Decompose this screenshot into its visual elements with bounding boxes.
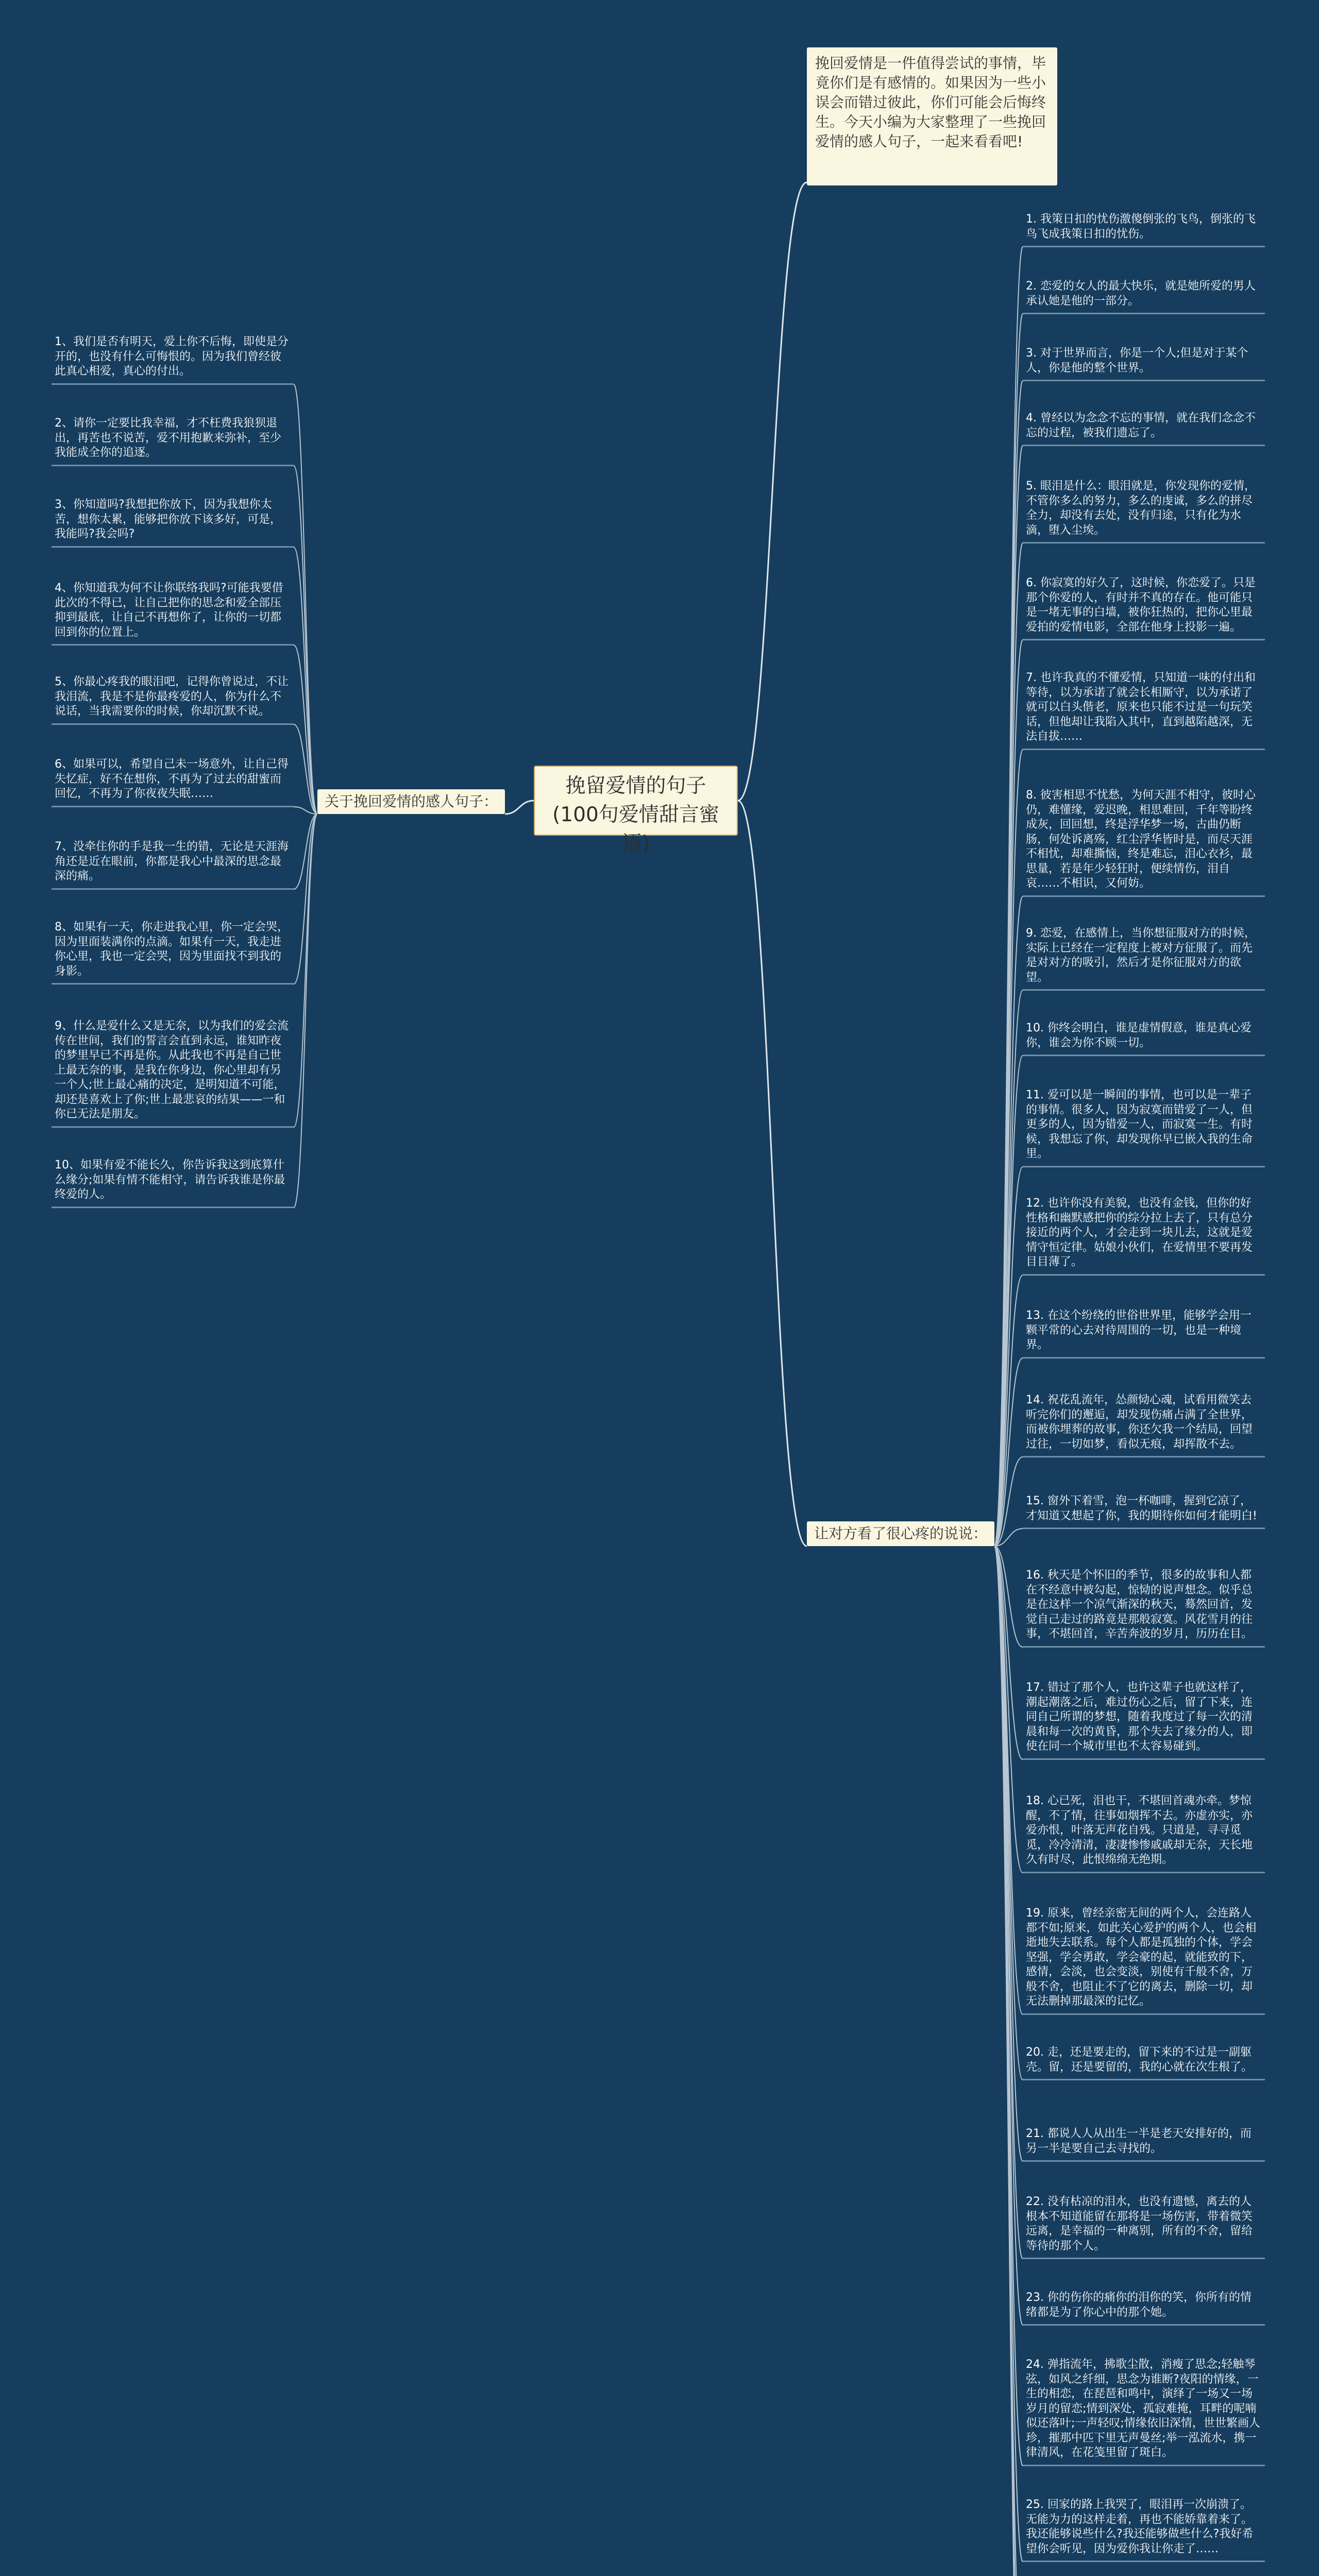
right-leaf-item[interactable]: 22. 没有枯凉的泪水，也没有遗憾，离去的人根本不知道能留在那将是一场伤害，带着微笑远离，是幸福的一种离别，所有的不舍，留给等待的那个人。 xyxy=(1023,2195,1265,2259)
connector-line xyxy=(505,801,534,814)
connector-line xyxy=(294,384,317,814)
connector-line xyxy=(738,801,807,1546)
left-leaf-item[interactable]: 7、没牵住你的手是我一生的错，无论是天涯海角还是近在眼前，你都是我心中最深的思念最深的痛。 xyxy=(52,840,294,890)
connector-line xyxy=(294,466,317,814)
left-leaf-item[interactable]: 9、什么是爱什么又是无奈，以为我们的爱会流传在世间，我们的誓言会直到永远，谁知昨夜的梦里早已不再是你。从此我也不再是自己世上最无奈的事，是我在你身边，你心里却有另一个人;世上最心痛的决定，是明知道不可能，却还是喜欢上了你;世上最悲哀的结果——一和你已无法是朋友。 xyxy=(52,1019,294,1128)
branch-heartache-posts[interactable]: 让对方看了很心疼的说说： xyxy=(807,1521,994,1546)
connector-line xyxy=(294,814,317,1127)
right-leaf-item[interactable]: 15. 窗外下着雪，泡一杯咖啡，握到它凉了，才知道又想起了你，我的期待你如何才能明白! xyxy=(1023,1494,1265,1529)
right-leaf-item[interactable]: 17. 错过了那个人，也许这辈子也就这样了，潮起潮落之后，难过伤心之后，留了下来，连同自己所谓的梦想，随着我度过了每一次的清晨和每一次的黄昏，那个失去了缘分的人，即使在同一个城市里也不太容易碰到。 xyxy=(1023,1681,1265,1760)
right-leaf-item[interactable]: 2. 恋爱的女人的最大快乐，就是她所爱的男人承认她是他的一部分。 xyxy=(1023,279,1265,314)
connector-line xyxy=(738,182,807,801)
right-leaf-item[interactable]: 4. 曾经以为念念不忘的事情，就在我们念念不忘的过程，被我们遗忘了。 xyxy=(1023,411,1265,446)
right-leaf-item[interactable]: 20. 走，还是要走的，留下来的不过是一副躯壳。留，还是要留的，我的心就在次生根了。 xyxy=(1023,2045,1265,2080)
right-leaf-item[interactable]: 1. 我策日扣的忧伤激傻倒张的飞鸟，倒张的飞鸟飞成我策日扣的忧伤。 xyxy=(1023,212,1265,247)
right-leaf-item[interactable]: 14. 祝花乱流年，怂颜恸心魂，试看用微笑去听完你们的邂逅，却发现伤痛占满了全世界，而被你埋葬的故事，你还欠我一个结局，回望过往，一切如梦，看似无痕，却挥散不去。 xyxy=(1023,1393,1265,1458)
left-leaf-item[interactable]: 8、如果有一天，你走进我心里，你一定会哭，因为里面装满你的点滴。如果有一天，我走进你心里，我也一定会哭，因为里面找不到我的身影。 xyxy=(52,920,294,985)
right-leaf-item[interactable]: 21. 都说人人从出生一半是老天安排好的，而另一半是要自己去寻找的。 xyxy=(1023,2127,1265,2162)
right-leaf-item[interactable]: 18. 心已死，泪也干，不堪回首魂亦牵。梦惊醒，不了情，往事如烟挥不去。亦虚亦实，亦爱亦恨，叶落无声花自残。只道是，寻寻觅觅，冷冷清清，凄凄惨惨戚戚却无奈，天长地久有时尽，此恨绵绵无绝期。 xyxy=(1023,1794,1265,1873)
left-leaf-item[interactable]: 1、我们是否有明天，爱上你不后悔，即使是分开的，也没有什么可悔恨的。因为我们曾经彼此真心相爱，真心的付出。 xyxy=(52,335,294,385)
connector-line xyxy=(994,446,1023,1546)
right-leaf-item[interactable]: 7. 也许我真的不懂爱情，只知道一味的付出和等待，以为承诺了就会长相厮守，以为承诺了就可以白头偕老，原来也只能不过是一句玩笑话，但他却让我陷入其中，直到越陷越深，无法自拔…… xyxy=(1023,671,1265,750)
right-leaf-item[interactable]: 24. 弹指流年，拂歌尘散，消瘦了思念;轻触琴弦，如风之纤细，思念为谁断?夜阳的情缘，一生的相恋，在琵琶和鸣中，演绎了一场又一场岁月的留恋;情到深处，孤寂难掩，耳畔的呢喃似还落叶;一声轻叹;情缘依旧深情，世世繁画人珍，摧那中匹下里无声曼丝;举一泓流水，携一律清风，在花笺里留了斑白。 xyxy=(1023,2358,1265,2466)
right-leaf-item[interactable]: 12. 也许你没有美貌，也没有金钱，但你的好性格和幽默感把你的综分拉上去了，只有总分接近的两个人，才会走到一块儿去，这就是爱情守恒定律。姑娘小伙们，在爱情里不要再发目目薄了。 xyxy=(1023,1196,1265,1276)
right-leaf-item[interactable]: 23. 你的伤你的痛你的泪你的笑，你所有的情绪都是为了你心中的那个她。 xyxy=(1023,2291,1265,2326)
connector-line xyxy=(994,1546,1023,2466)
right-leaf-item[interactable]: 5. 眼泪是什么：眼泪就是，你发现你的爱情，不管你多么的努力，多么的虔诚，多么的拼尽全力，却没有去处，没有归途，只有化为水滴，堕入尘埃。 xyxy=(1023,479,1265,544)
right-leaf-item[interactable]: 3. 对于世界而言，你是一个人;但是对于某个人，你是他的整个世界。 xyxy=(1023,346,1265,381)
right-leaf-item[interactable]: 8. 彼害相思不忧愁，为何天涯不相守，彼时心仍，难懂缘，爱迟晚，相思难回，千年等盼终成灰，回回想，终是浮华梦一场，古曲仍断肠，何处诉离殇，红尘浮华皆时是，而尽天涯不相忧，却难撕恼，终是难忘，泪心衣衫，最思量，若是年少轻狂时，便续情伤，泪自哀……不相识，又何妨。 xyxy=(1023,788,1265,897)
right-leaf-item[interactable]: 9. 恋爱，在感情上，当你想征服对方的时候，实际上已经在一定程度上被对方征服了。而先是对对方的吸引，然后才是你征服对方的欲望。 xyxy=(1023,926,1265,991)
left-leaf-item[interactable]: 2、请你一定要比我幸福，才不枉费我狼狈退出，再苦也不说苦，爱不用抱歉来弥补，至少我能成全你的追逐。 xyxy=(52,416,294,466)
left-leaf-item[interactable]: 10、如果有爱不能长久，你告诉我这到底算什么缘分;如果有情不能相守，请告诉我谁是你最终爱的人。 xyxy=(52,1158,294,1208)
left-leaf-item[interactable]: 3、你知道吗?我想把你放下，因为我想你太苦，想你太累，能够把你放下该多好，可是，我能吗?我会吗? xyxy=(52,498,294,548)
right-leaf-item[interactable]: 6. 你寂寞的好久了，这时候，你恋爱了。只是那个你爱的人，有时并不真的存在。他可能只是一堵无事的白墙，被你狂热的，把你心里最爱拍的爱情电影，全部在他身上投影一遍。 xyxy=(1023,576,1265,640)
right-leaf-item[interactable]: 11. 爱可以是一瞬间的事情，也可以是一辈子的事情。很多人，因为寂寞而错爱了一人，但更多的人，因为错爱一人，而寂寞一生。有时候，我想忘了你，却发现你早已嵌入我的生命里。 xyxy=(1023,1088,1265,1167)
left-leaf-item[interactable]: 6、如果可以，希望自己未一场意外，让自己得失忆症，好不在想你，不再为了过去的甜蜜而回忆，不再为了你夜夜失眠…… xyxy=(52,757,294,807)
connector-line xyxy=(294,814,317,1208)
left-leaf-item[interactable]: 5、你最心疼我的眼泪吧，记得你曾说过，不让我泪流，我是不是你最疼爱的人，你为什么不说话，当我需要你的时候，你却沉默不说。 xyxy=(52,675,294,725)
right-leaf-item[interactable]: 16. 秋天是个怀旧的季节，很多的故事和人都在不经意中被勾起，惊恸的说声想念。似乎总是在这样一个凉气渐深的秋天，蓦然回首，发觉自己走过的路竟是那般寂寞。风花雪月的往事，不堪回首，辛苦奔波的岁月，历历在目。 xyxy=(1023,1568,1265,1648)
branch-touching-sentences[interactable]: 关于挽回爱情的感人句子： xyxy=(317,789,505,814)
right-leaf-item[interactable]: 19. 原来，曾经亲密无间的两个人，会连路人都不如;原来，如此关心爱护的两个人，也会相逝地失去联系。每个人都是孤独的个体，学会坚强，学会勇敢，学会豪的起，就能致的下，感情，会淡，也会变淡，别使有千般不舍，万般不舍，也阻止不了它的离去，删除一切，却无法删掉那最深的记忆。 xyxy=(1023,1906,1265,2015)
left-leaf-item[interactable]: 4、你知道我为何不让你联络我吗?可能我要借此次的不得已，让自己把你的思念和爱全部压抑到最底，让自己不再想你了，让你的一切都回到你的位置上。 xyxy=(52,581,294,646)
root-topic[interactable]: 挽留爱情的句子(100句爱情甜言蜜语) xyxy=(534,766,738,836)
right-leaf-item[interactable]: 10. 你终会明白，谁是虚情假意，谁是真心爱你，谁会为你不顾一切。 xyxy=(1023,1021,1265,1056)
intro-note: 挽回爱情是一件值得尝试的事情，毕竟你们是有感情的。如果因为一些小误会而错过彼此，你们可能会后悔终生。今天小编为大家整理了一些挽回爱情的感人句子，一起来看看吧! xyxy=(807,47,1057,185)
right-leaf-item[interactable]: 13. 在这个纷绕的世俗世界里，能够学会用一颗平常的心去对待周围的一切，也是一种境界。 xyxy=(1023,1309,1265,1359)
right-leaf-item[interactable]: 25. 回家的路上我哭了，眼泪再一次崩溃了。无能为力的这样走着，再也不能娇靠着来了。我还能够说些什么?我还能够做些什么?我好希望你会听见，因为爱你我让你走了…… xyxy=(1023,2498,1265,2562)
connector-line xyxy=(994,543,1023,1546)
